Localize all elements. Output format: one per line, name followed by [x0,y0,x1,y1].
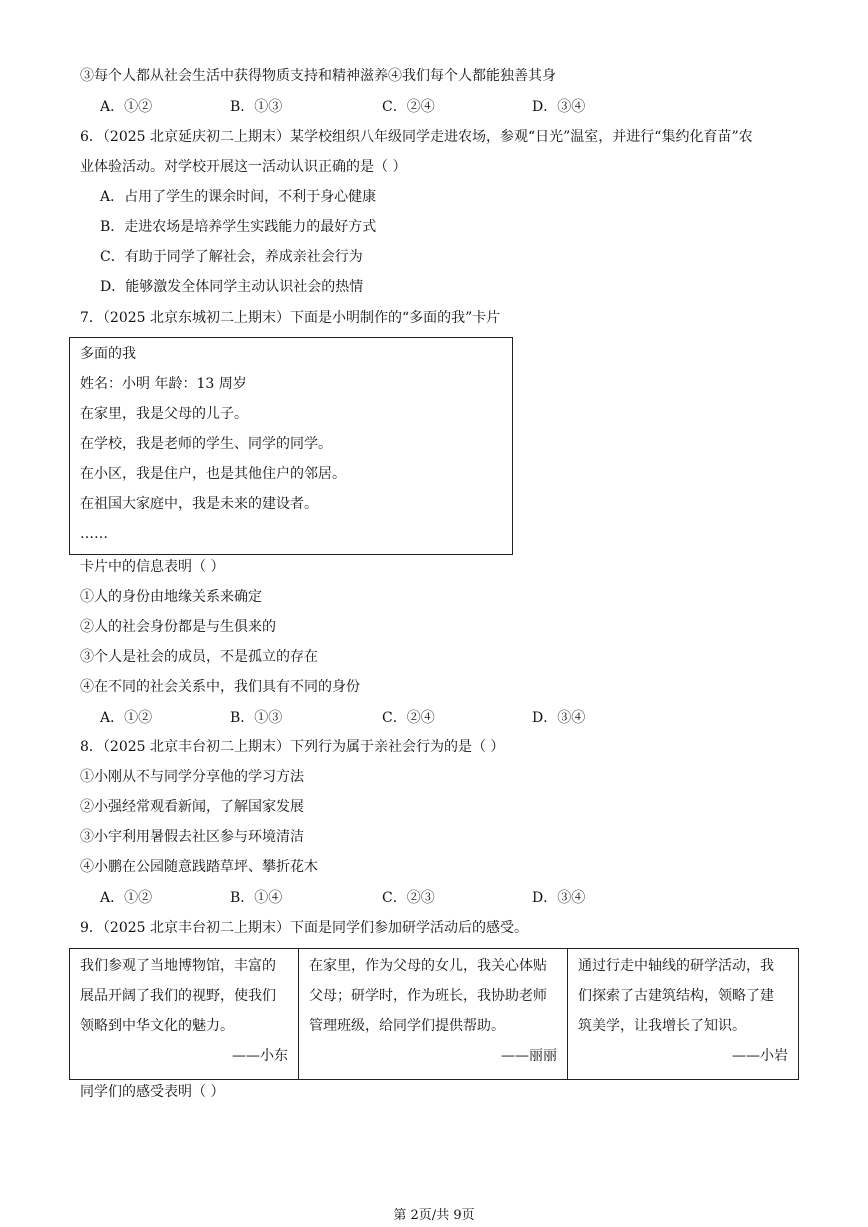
q8-option-b: B．①④ [230,890,283,906]
q5-option-b: B．①③ [230,99,283,115]
q7-statement-2: ②人的社会身份都是与生俱来的 [80,619,276,635]
q7-option-b: B．①③ [230,710,283,726]
reflection-cell-xiaodong [70,949,298,1079]
reflection-text: 领略到中华文化的魅力。 [80,1018,234,1034]
q8-statement-4: ④小鹏在公园随意践踏草坪、攀折花木 [80,859,318,875]
q8-option-c: C．②③ [382,890,435,906]
q6-option-d: D．能够激发全体同学主动认识社会的热情 [100,279,364,295]
reflection-text: 我们参观了当地博物馆，丰富的 [80,958,276,974]
reflection-text: 展品开阔了我们的视野，使我们 [80,988,276,1004]
reflection-text: 管理班级，给同学们提供帮助。 [309,1018,505,1034]
q7-option-c: C．②④ [382,710,435,726]
reflection-text: 筑美学，让我增长了知识。 [578,1018,746,1034]
q7-stem: 7．（2025 北京东城初二上期末）下面是小明制作的“多面的我”卡片 [80,310,501,326]
q7-statement-4: ④在不同的社会关系中，我们具有不同的身份 [80,679,360,695]
card-line: 姓名：小明 年龄：13 周岁 [80,376,247,392]
card-line: 在家里，我是父母的儿子。 [80,406,248,422]
card-title: 多面的我 [80,346,136,362]
q6-stem-line1: 6．（2025 北京延庆初二上期末）某学校组织八年级同学走进农场，参观“日光”温室，并进行“集约化育苗”农 [80,129,753,145]
q6-option-b: B．走进农场是培养学生实践能力的最好方式 [100,219,377,235]
card-ellipsis: …… [80,526,108,542]
reflection-text: 在家里，作为父母的女儿，我关心体贴 [309,958,547,974]
q8-option-d: D．③④ [532,890,586,906]
page-number: 第 2页/共 9页 [393,1208,475,1223]
q8-stem: 8．（2025 北京丰台初二上期末）下列行为属于亲社会行为的是（ ） [80,739,505,755]
reflection-cell-lili [298,949,567,1079]
profile-card [69,337,513,555]
q5-option-d: D．③④ [532,99,586,115]
q9-question: 同学们的感受表明（ ） [80,1084,225,1100]
reflection-signature: ——丽丽 [501,1048,557,1064]
reflection-signature: ——小东 [232,1048,288,1064]
card-line: 在小区，我是住户，也是其他住户的邻居。 [80,466,346,482]
q7-statement-1: ①人的身份由地缘关系来确定 [80,589,262,605]
q5-statement-line: ③每个人都从社会生活中获得物质支持和精神滋养④我们每个人都能独善其身 [80,68,556,84]
q5-option-a: A．①② [100,99,153,115]
q9-stem: 9．（2025 北京丰台初二上期末）下面是同学们参加研学活动后的感受。 [80,920,528,936]
q8-options [100,888,800,908]
q8-statement-3: ③小宇利用暑假去社区参与环境清洁 [80,829,304,845]
reflection-text: 们探索了古建筑结构，领略了建 [578,988,774,1004]
q7-option-a: A．①② [100,710,153,726]
q8-statement-1: ①小刚从不与同学分享他的学习方法 [80,769,304,785]
reflection-signature: ——小岩 [732,1048,788,1064]
q6-option-c: C．有助于同学了解社会，养成亲社会行为 [100,249,363,265]
q7-statement-3: ③个人是社会的成员，不是孤立的存在 [80,649,318,665]
q7-option-d: D．③④ [532,710,586,726]
reflection-table [69,948,799,1080]
q5-options [100,97,800,117]
card-line: 在祖国大家庭中，我是未来的建设者。 [80,496,318,512]
q6-stem-line2: 业体验活动。对学校开展这一活动认识正确的是（ ） [80,159,407,175]
reflection-text: 通过行走中轴线的研学活动，我 [578,958,774,974]
card-line: 在学校，我是老师的学生、同学的同学。 [80,436,332,452]
q8-statement-2: ②小强经常观看新闻，了解国家发展 [80,799,304,815]
q7-options [100,708,800,728]
reflection-cell-xiaoyan [567,949,798,1079]
q8-option-a: A．①② [100,890,153,906]
q6-option-a: A．占用了学生的课余时间，不利于身心健康 [100,189,377,205]
q5-option-c: C．②④ [382,99,435,115]
reflection-text: 父母；研学时，作为班长，我协助老师 [309,988,547,1004]
q7-question: 卡片中的信息表明（ ） [80,559,225,575]
